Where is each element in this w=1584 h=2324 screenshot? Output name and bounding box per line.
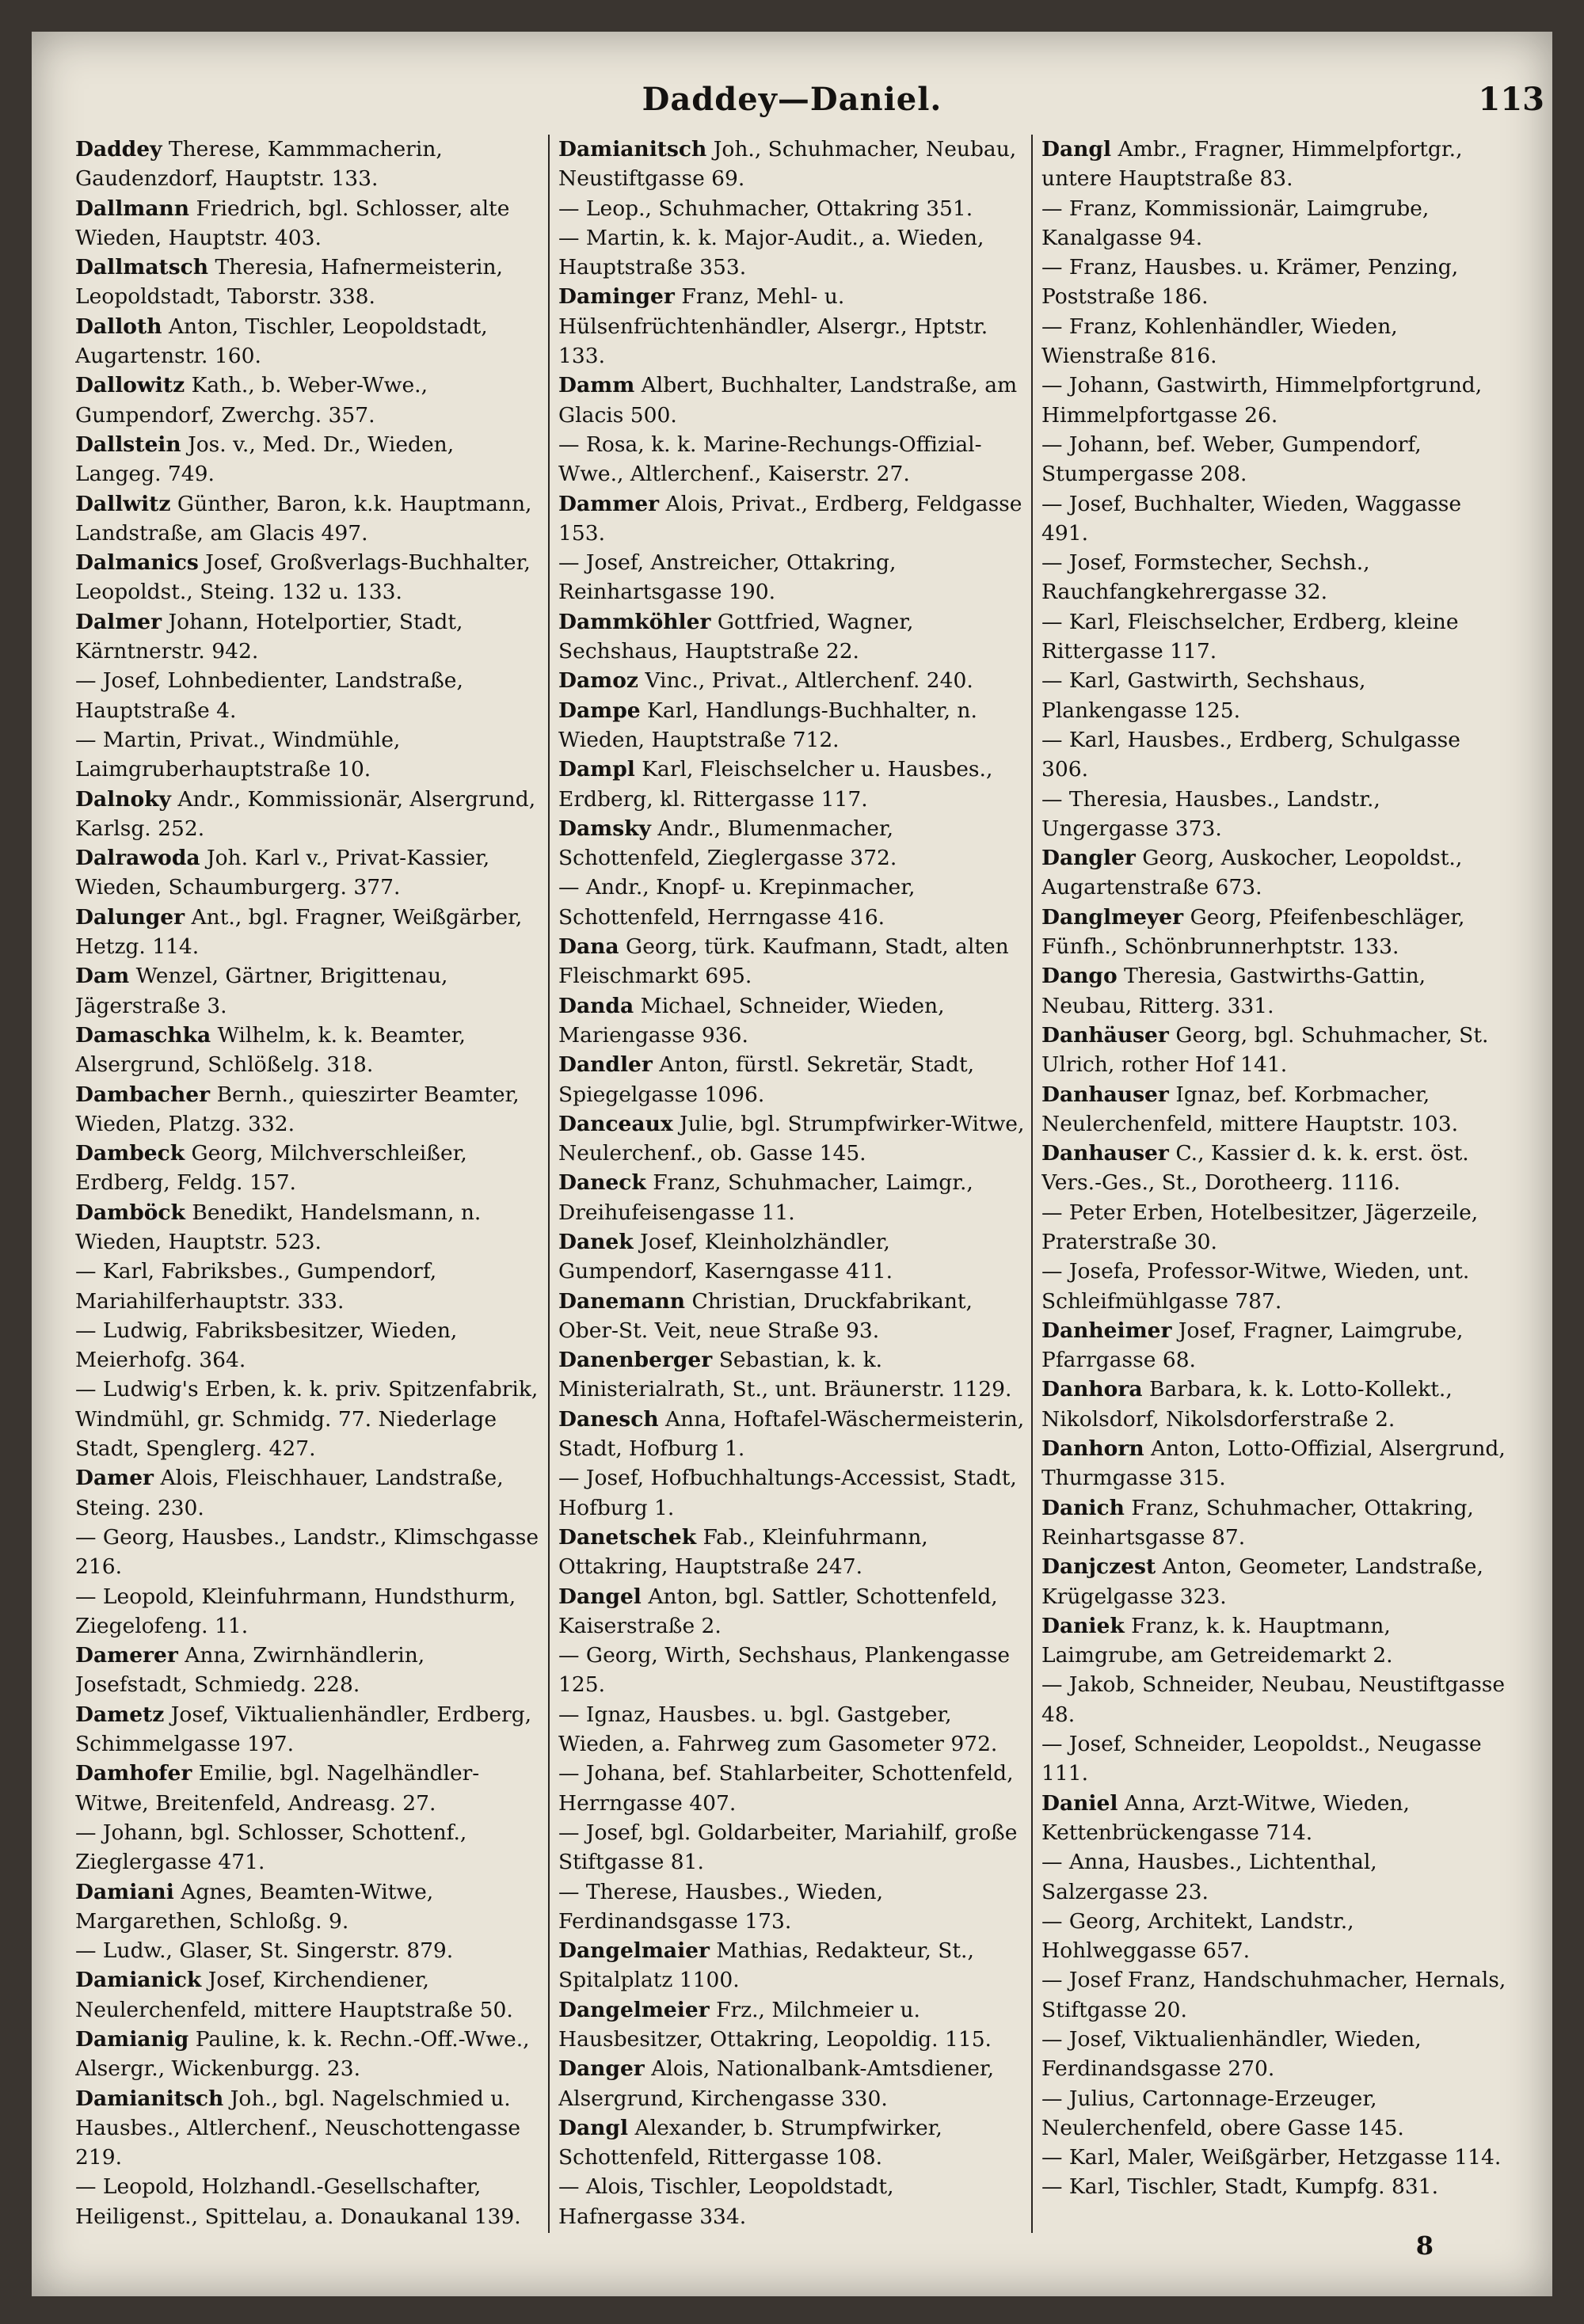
entry-surname: Dalmer bbox=[75, 609, 162, 634]
entry-details: Alois, Fleischhauer, Landstraße, Steing. 230. bbox=[75, 1466, 504, 1520]
directory-entry bbox=[1041, 843, 1509, 903]
entry-details: Josef, Fragner, Laimgrube, Pfarrgasse 68. bbox=[1041, 1318, 1464, 1373]
entry-surname: Dandler bbox=[558, 1052, 653, 1078]
entry-details: Christian, Druckfabrikant, Ober-St. Veit, neue Straße 93. bbox=[558, 1288, 973, 1343]
entry-details: Joh. Karl v., Privat-Kassier, Wieden, Schaumburgerg. 377. bbox=[75, 846, 490, 900]
entry-surname: Damsky bbox=[558, 816, 651, 841]
directory-entry bbox=[1041, 1670, 1509, 1729]
entry-details: Alois, Privat., Erdberg, Feldgasse 153. bbox=[558, 491, 1022, 546]
entry-surname: Dalrawoda bbox=[75, 846, 200, 871]
directory-entry bbox=[1041, 903, 1509, 962]
directory-entry bbox=[558, 1463, 1026, 1523]
directory-entry bbox=[1041, 725, 1509, 785]
directory-entry bbox=[558, 1995, 1026, 2055]
directory-entry bbox=[558, 1582, 1026, 1641]
directory-entry bbox=[558, 2054, 1026, 2113]
entry-surname: Danesch bbox=[558, 1406, 659, 1432]
directory-entry bbox=[558, 755, 1026, 814]
directory-entry bbox=[558, 1641, 1026, 1700]
directory-entry bbox=[75, 666, 543, 725]
entry-details: — Peter Erben, Hotelbesitzer, Jägerzeile, Praterstraße 30. bbox=[1041, 1200, 1479, 1254]
entry-surname: Danglmeyer bbox=[1041, 904, 1184, 930]
entry-surname: Danhauser bbox=[1041, 1082, 1169, 1107]
column-rule bbox=[1031, 135, 1033, 2233]
entry-details: Anna, Zwirnhändlerin, Josefstadt, Schmiedg. 228. bbox=[75, 1643, 425, 1698]
directory-entry bbox=[558, 2172, 1026, 2231]
entry-details: — Therese, Hausbes., Wieden, Ferdinandsgasse 173. bbox=[558, 1879, 883, 1934]
entry-surname: Damianitsch bbox=[75, 2086, 224, 2111]
directory-entry bbox=[558, 873, 1026, 932]
directory-entry bbox=[75, 1198, 543, 1257]
directory-entry bbox=[1041, 430, 1509, 489]
entry-details: Emilie, bgl. Nagelhändler-Witwe, Breitenfeld, Andreasg. 27. bbox=[75, 1761, 480, 1816]
entry-details: Vinc., Privat., Altlerchenf. 240. bbox=[645, 668, 973, 694]
entry-surname: Danjczest bbox=[1041, 1554, 1156, 1580]
entry-surname: Dam bbox=[75, 964, 130, 989]
entry-details: — Josef Franz, Handschuhmacher, Hernals, Stiftgasse 20. bbox=[1041, 1968, 1506, 2022]
directory-entry bbox=[1041, 1907, 1509, 1966]
directory-entry bbox=[75, 135, 543, 194]
directory-entry bbox=[75, 1021, 543, 1080]
entry-details: — Theresia, Hausbes., Landstr., Ungergasse 373. bbox=[1041, 786, 1380, 841]
directory-entry bbox=[75, 2084, 543, 2173]
directory-entry bbox=[558, 1109, 1026, 1169]
entry-details: — Josef, Formstecher, Sechsh., Rauchfangkehrergasse 32. bbox=[1041, 550, 1370, 605]
directory-entry bbox=[558, 1168, 1026, 1227]
directory-entry bbox=[1041, 1080, 1509, 1139]
entry-details: Michael, Schneider, Wieden, Mariengasse 936. bbox=[558, 993, 945, 1048]
entry-details: Andr., Blumenmacher, Schottenfeld, Zieglergasse 372. bbox=[558, 816, 897, 871]
directory-entry bbox=[1041, 1729, 1509, 1789]
entry-details: — Leopold, Kleinfuhrmann, Hundsthurm, Ziegelofeng. 11. bbox=[75, 1584, 516, 1638]
directory-entry bbox=[558, 1227, 1026, 1287]
directory-entry bbox=[1041, 607, 1509, 667]
entry-surname: Dametz bbox=[75, 1702, 165, 1727]
entry-surname: Danhäuser bbox=[1041, 1022, 1169, 1048]
entry-details: Friedrich, bgl. Schlosser, alte Wieden, Hauptstr. 403. bbox=[75, 196, 510, 250]
entry-surname: Dallowitz bbox=[75, 373, 185, 398]
entry-details: Franz, k. k. Hauptmann, Laimgrube, am Getreidemarkt 2. bbox=[1041, 1613, 1393, 1668]
entry-details: Karl, Handlungs-Buchhalter, n. Wieden, Hauptstraße 712. bbox=[558, 698, 977, 752]
directory-entry bbox=[1041, 666, 1509, 725]
column-1 bbox=[75, 135, 543, 2257]
entry-details: — Josef, Buchhalter, Wieden, Waggasse 491. bbox=[1041, 491, 1462, 546]
directory-entry bbox=[75, 2172, 543, 2231]
entry-details: Theresia, Gastwirths-Gattin, Neubau, Ritterg. 331. bbox=[1041, 964, 1426, 1018]
directory-entry bbox=[558, 548, 1026, 607]
directory-entry bbox=[75, 489, 543, 549]
entry-surname: Danger bbox=[558, 2056, 645, 2082]
entry-details: Kath., b. Weber-Wwe., Gumpendorf, Zwerchg. 357. bbox=[75, 373, 428, 428]
directory-entry bbox=[558, 2113, 1026, 2173]
entry-details: — Johana, bef. Stahlarbeiter, Schottenfeld, Herrngasse 407. bbox=[558, 1761, 1014, 1816]
entry-details: Julie, bgl. Strumpfwirker-Witwe, Neulerchenf., ob. Gasse 145. bbox=[558, 1111, 1025, 1166]
entry-details: Benedikt, Handelsmann, n. Wieden, Hauptstr. 523. bbox=[75, 1200, 482, 1254]
directory-entry bbox=[75, 548, 543, 607]
directory-entry bbox=[1041, 1965, 1509, 2025]
entry-surname: Danhora bbox=[1041, 1377, 1143, 1402]
entry-surname: Dangl bbox=[558, 2115, 629, 2140]
entry-surname: Dangel bbox=[558, 1584, 642, 1609]
directory-entry bbox=[1041, 1375, 1509, 1434]
entry-details: — Franz, Kohlenhändler, Wieden, Wienstraße 816. bbox=[1041, 314, 1398, 369]
entry-surname: Danhorn bbox=[1041, 1436, 1144, 1462]
directory-entry bbox=[1041, 2084, 1509, 2143]
directory-entry bbox=[558, 1700, 1026, 1759]
entry-details: — Julius, Cartonnage-Erzeuger, Neulerchenfeld, obere Gasse 145. bbox=[1041, 2086, 1404, 2140]
directory-entry bbox=[1041, 1316, 1509, 1375]
entry-details: — Karl, Maler, Weißgärber, Hetzgasse 114. bbox=[1041, 2145, 1502, 2170]
signature-mark: 8 bbox=[1415, 2231, 1434, 2261]
directory-entry bbox=[558, 814, 1026, 873]
entry-details: Anton, Geometer, Landstraße, Krügelgasse 323. bbox=[1041, 1554, 1483, 1609]
entry-details: — Leop., Schuhmacher, Ottakring 351. bbox=[558, 196, 973, 221]
directory-entry bbox=[1041, 253, 1509, 312]
entry-details: Fab., Kleinfuhrmann, Ottakring, Hauptstraße 247. bbox=[558, 1524, 928, 1580]
column-rule bbox=[548, 135, 550, 2233]
directory-entry bbox=[75, 1877, 543, 1937]
entry-surname: Dana bbox=[558, 934, 619, 960]
entry-details: — Andr., Knopf- u. Krepinmacher, Schottenfeld, Herrngasse 416. bbox=[558, 875, 916, 930]
entry-surname: Dallmatsch bbox=[75, 255, 209, 280]
entry-surname: Danek bbox=[558, 1229, 634, 1254]
entry-details: Anton, bgl. Sattler, Schottenfeld, Kaiserstraße 2. bbox=[558, 1584, 998, 1638]
entry-details: — Josef, bgl. Goldarbeiter, Mariahilf, große Stiftgasse 81. bbox=[558, 1820, 1018, 1875]
entry-details: — Franz, Kommissionär, Laimgrube, Kanalgasse 94. bbox=[1041, 196, 1430, 250]
directory-entry bbox=[1041, 1257, 1509, 1316]
directory-entry bbox=[558, 1345, 1026, 1405]
entry-details: Joh., bgl. Nagelschmied u. Hausbes., Altlerchenf., Neuschottengasse 219. bbox=[75, 2086, 521, 2170]
entry-details: Gottfried, Wagner, Sechshaus, Hauptstraße 22. bbox=[558, 609, 914, 664]
entry-surname: Danceaux bbox=[558, 1111, 673, 1136]
directory-entry bbox=[558, 607, 1026, 667]
directory-entry bbox=[558, 282, 1026, 371]
directory-entry bbox=[1041, 135, 1509, 194]
entry-details: — Josef, Lohnbedienter, Landstraße, Hauptstraße 4. bbox=[75, 668, 463, 723]
directory-entry bbox=[75, 253, 543, 312]
entry-surname: Daminger bbox=[558, 284, 675, 310]
entry-details: — Johann, bef. Weber, Gumpendorf, Stumpergasse 208. bbox=[1041, 432, 1422, 487]
directory-entry bbox=[1041, 1139, 1509, 1198]
entry-details: Bernh., quieszirter Beamter, Wieden, Platzg. 332. bbox=[75, 1082, 520, 1136]
directory-entry bbox=[75, 1818, 543, 1877]
directory-entry bbox=[75, 1936, 543, 1965]
directory-entry bbox=[1041, 2172, 1509, 2201]
entry-details: Ant., bgl. Fragner, Weißgärber, Hetzg. 114. bbox=[75, 904, 523, 960]
directory-entry bbox=[558, 135, 1026, 194]
page-header bbox=[32, 81, 1552, 128]
entry-details: Frz., Milchmeier u. Hausbesitzer, Ottakring, Leopoldig. 115. bbox=[558, 1997, 992, 2052]
entry-details: Franz, Schuhmacher, Laimgr., Dreihufeisengasse 11. bbox=[558, 1170, 973, 1225]
entry-details: — Johann, bgl. Schlosser, Schottenf., Zieglergasse 471. bbox=[75, 1820, 467, 1875]
entry-details: Alois, Nationalbank-Amtsdiener, Alsergrund, Kirchengasse 330. bbox=[558, 2056, 995, 2111]
entry-details: Josef, Viktualienhändler, Erdberg, Schimmelgasse 197. bbox=[75, 1702, 532, 1757]
entry-surname: Dambeck bbox=[75, 1141, 185, 1166]
entry-details: — Alois, Tischler, Leopoldstadt, Hafnergasse 334. bbox=[558, 2174, 894, 2229]
entry-surname: Dampe bbox=[558, 698, 641, 723]
directory-entry bbox=[75, 1139, 543, 1198]
entry-surname: Dangelmaier bbox=[558, 1938, 710, 1964]
entry-details: — Georg, Architekt, Landstr., Hohlweggasse 657. bbox=[1041, 1908, 1354, 1964]
entry-surname: Damhofer bbox=[75, 1761, 192, 1786]
entry-details: Sebastian, k. k. Ministerialrath, St., unt. Bräunerstr. 1129. bbox=[558, 1348, 1012, 1402]
directory-entry bbox=[558, 223, 1026, 283]
directory-entry bbox=[75, 371, 543, 430]
directory-entry bbox=[75, 312, 543, 371]
directory-entry bbox=[558, 430, 1026, 489]
entry-details: — Anna, Hausbes., Lichtenthal, Salzergasse 23. bbox=[1041, 1850, 1377, 1904]
entry-details: Georg, Auskocher, Leopoldst., Augartenstraße 673. bbox=[1041, 846, 1463, 900]
entry-details: — Jakob, Schneider, Neubau, Neustiftgasse 48. bbox=[1041, 1672, 1506, 1727]
directory-entry bbox=[1041, 194, 1509, 253]
entry-surname: Danemann bbox=[558, 1288, 686, 1314]
entry-surname: Damianick bbox=[75, 1968, 202, 1993]
directory-entry bbox=[75, 725, 543, 785]
directory-entry bbox=[558, 371, 1026, 430]
entry-surname: Dampl bbox=[558, 757, 635, 782]
directory-page bbox=[32, 32, 1552, 2296]
entry-surname: Dalloth bbox=[75, 314, 162, 339]
directory-entry bbox=[1041, 1021, 1509, 1080]
entry-surname: Dalunger bbox=[75, 904, 185, 930]
entry-surname: Dangelmeier bbox=[558, 1997, 710, 2022]
entry-surname: Dallstein bbox=[75, 432, 181, 457]
entry-details: C., Kassier d. k. k. erst. öst. Vers.-Ges., St., Dorotheerg. 1116. bbox=[1041, 1141, 1469, 1196]
entry-details: — Karl, Fabriksbes., Gumpendorf, Mariahilferhauptstr. 333. bbox=[75, 1259, 437, 1314]
entry-details: Anna, Hoftafel-Wäschermeisterin, Stadt, Hofburg 1. bbox=[558, 1406, 1025, 1462]
entry-surname: Daddey bbox=[75, 137, 162, 162]
entry-details: — Ludwig's Erben, k. k. priv. Spitzenfabrik, Windmühl, gr. Schmidg. 77. Niederlage Stadt, Spenglerg. 427. bbox=[75, 1377, 539, 1462]
entry-surname: Damaschka bbox=[75, 1022, 211, 1048]
entry-details: — Ignaz, Hausbes. u. bgl. Gastgeber, Wieden, a. Fahrweg zum Gasometer 972. bbox=[558, 1702, 998, 1757]
directory-entry bbox=[75, 1316, 543, 1375]
entry-details: — Ludw., Glaser, St. Singerstr. 879. bbox=[75, 1938, 454, 1964]
directory-entry bbox=[75, 1080, 543, 1139]
entry-surname: Danheimer bbox=[1041, 1318, 1172, 1343]
entry-surname: Danhauser bbox=[1041, 1141, 1169, 1166]
directory-entry bbox=[558, 489, 1026, 549]
entry-surname: Damm bbox=[558, 373, 635, 398]
entry-surname: Dammer bbox=[558, 491, 660, 516]
directory-entry bbox=[558, 1405, 1026, 1464]
directory-entry bbox=[1041, 312, 1509, 371]
entry-details: Anton, Lotto-Offizial, Alsergrund, Thurmgasse 315. bbox=[1041, 1436, 1506, 1491]
entry-surname: Dango bbox=[1041, 964, 1118, 989]
entry-details: — Georg, Hausbes., Landstr., Klimschgasse 216. bbox=[75, 1524, 539, 1580]
directory-entry bbox=[1041, 1611, 1509, 1671]
running-head: Daddey—Daniel. bbox=[642, 81, 942, 118]
directory-entry bbox=[1041, 961, 1509, 1021]
directory-entry bbox=[558, 991, 1026, 1051]
column-2 bbox=[558, 135, 1026, 2257]
entry-surname: Dambacher bbox=[75, 1082, 211, 1107]
entry-details: Agnes, Beamten-Witwe, Margarethen, Schloßg. 9. bbox=[75, 1879, 434, 1934]
directory-entry bbox=[75, 607, 543, 667]
entry-surname: Dangl bbox=[1041, 137, 1112, 162]
entry-details: Georg, türk. Kaufmann, Stadt, alten Fleischmarkt 695. bbox=[558, 934, 1009, 989]
entry-surname: Daniel bbox=[1041, 1790, 1118, 1816]
directory-entry bbox=[75, 1257, 543, 1316]
entry-details: Georg, bgl. Schuhmacher, St. Ulrich, rother Hof 141. bbox=[1041, 1022, 1489, 1078]
entry-surname: Dallwitz bbox=[75, 491, 171, 516]
entry-details: Josef, Kirchendiener, Neulerchenfeld, mittere Hauptstraße 50. bbox=[75, 1968, 513, 2022]
entry-details: — Franz, Hausbes. u. Krämer, Penzing, Poststraße 186. bbox=[1041, 255, 1459, 310]
directory-entry bbox=[75, 843, 543, 903]
entry-details: Anton, Tischler, Leopoldstadt, Augartenstr. 160. bbox=[75, 314, 488, 369]
directory-entry bbox=[75, 961, 543, 1021]
directory-entry bbox=[558, 696, 1026, 755]
entry-details: — Karl, Gastwirth, Sechshaus, Plankengasse 125. bbox=[1041, 668, 1366, 723]
directory-entry bbox=[75, 785, 543, 844]
entry-surname: Dammköhler bbox=[558, 609, 711, 634]
directory-entry bbox=[1041, 1493, 1509, 1553]
directory-entry bbox=[1041, 1789, 1509, 1848]
directory-entry bbox=[75, 430, 543, 489]
entry-surname: Dalmanics bbox=[75, 550, 199, 576]
entry-details: — Karl, Tischler, Stadt, Kumpfg. 831. bbox=[1041, 2174, 1438, 2200]
directory-entry bbox=[1041, 1434, 1509, 1493]
directory-entry bbox=[1041, 1552, 1509, 1611]
entry-details: Wenzel, Gärtner, Brigittenau, Jägerstraße 3. bbox=[75, 964, 448, 1018]
entry-details: Ambr., Fragner, Himmelpfortgr., untere Hauptstraße 83. bbox=[1041, 137, 1463, 192]
directory-entry bbox=[1041, 489, 1509, 549]
entry-surname: Damianig bbox=[75, 2027, 189, 2052]
entry-details: Albert, Buchhalter, Landstraße, am Glacis 500. bbox=[558, 373, 1018, 428]
entry-details: Josef, Kleinholzhändler, Gumpendorf, Kaserngasse 411. bbox=[558, 1229, 893, 1284]
entry-surname: Danda bbox=[558, 993, 634, 1018]
entry-surname: Daniek bbox=[1041, 1613, 1125, 1638]
entry-details: Georg, Milchverschleißer, Erdberg, Feldg. 157. bbox=[75, 1141, 467, 1196]
entry-details: Josef, Großverlags-Buchhalter, Leopoldst., Steing. 132 u. 133. bbox=[75, 550, 531, 605]
entry-surname: Dangler bbox=[1041, 846, 1136, 871]
entry-details: — Josef, Hofbuchhaltungs-Accessist, Stadt, Hofburg 1. bbox=[558, 1466, 1017, 1520]
directory-entry bbox=[558, 1936, 1026, 1995]
entry-details: — Josefa, Professor-Witwe, Wieden, unt. Schleifmühlgasse 787. bbox=[1041, 1259, 1470, 1314]
directory-entry bbox=[558, 1877, 1026, 1937]
directory-entry bbox=[1041, 1847, 1509, 1907]
entry-details: — Karl, Fleischselcher, Erdberg, kleine Rittergasse 117. bbox=[1041, 609, 1459, 664]
entry-details: Barbara, k. k. Lotto-Kollekt., Nikolsdorf, Nikolsdorferstraße 2. bbox=[1041, 1377, 1453, 1432]
directory-entry bbox=[558, 1759, 1026, 1818]
directory-entry bbox=[75, 1641, 543, 1700]
entry-details: Karl, Fleischselcher u. Hausbes., Erdberg, kl. Rittergasse 117. bbox=[558, 757, 993, 812]
entry-details: Pauline, k. k. Rechn.-Off.-Wwe., Alsergr., Wickenburgg. 23. bbox=[75, 2027, 530, 2082]
directory-entry bbox=[1041, 2143, 1509, 2172]
directory-entry bbox=[75, 2025, 543, 2084]
entry-surname: Damiani bbox=[75, 1879, 174, 1904]
entry-surname: Damerer bbox=[75, 1643, 178, 1668]
entry-details: — Rosa, k. k. Marine-Rechungs-Offizial-Wwe., Altlerchenf., Kaiserstr. 27. bbox=[558, 432, 982, 487]
directory-entry bbox=[1041, 548, 1509, 607]
entry-details: Andr., Kommissionär, Alsergrund, Karlsg. 252. bbox=[75, 786, 536, 841]
entry-surname: Dalnoky bbox=[75, 786, 171, 812]
directory-entry bbox=[75, 194, 543, 253]
entry-details: — Georg, Wirth, Sechshaus, Plankengasse 125. bbox=[558, 1643, 1011, 1698]
entry-details: Jos. v., Med. Dr., Wieden, Langeg. 749. bbox=[75, 432, 455, 487]
entry-surname: Damoz bbox=[558, 668, 638, 694]
directory-entry bbox=[1041, 2025, 1509, 2084]
entry-details: — Martin, k. k. Major-Audit., a. Wieden, Hauptstraße 353. bbox=[558, 225, 984, 280]
entry-surname: Danetschek bbox=[558, 1524, 697, 1550]
entry-details: Franz, Mehl- u. Hülsenfrüchtenhändler, Alsergr., Hptstr. 133. bbox=[558, 284, 988, 369]
entry-surname: Danenberger bbox=[558, 1348, 713, 1373]
entry-details: — Johann, Gastwirth, Himmelpfortgrund, Himmelpfortgasse 26. bbox=[1041, 373, 1483, 428]
entry-details: — Ludwig, Fabriksbesitzer, Wieden, Meierhofg. 364. bbox=[75, 1318, 458, 1373]
entry-details: — Josef, Viktualienhändler, Wieden, Ferdinandsgasse 270. bbox=[1041, 2027, 1422, 2082]
entry-details: — Josef, Schneider, Leopoldst., Neugasse 111. bbox=[1041, 1732, 1482, 1786]
directory-entry bbox=[75, 1523, 543, 1582]
entry-details: — Martin, Privat., Windmühle, Laimgruberhauptstraße 10. bbox=[75, 727, 401, 782]
directory-entry bbox=[75, 1700, 543, 1759]
entry-details: Wilhelm, k. k. Beamter, Alsergrund, Schlößelg. 318. bbox=[75, 1022, 466, 1078]
entry-details: Franz, Schuhmacher, Ottakring, Reinhartsgasse 87. bbox=[1041, 1495, 1474, 1550]
entry-details: Georg, Pfeifenbeschläger, Fünfh., Schönbrunnerhptstr. 133. bbox=[1041, 904, 1465, 960]
directory-entry bbox=[75, 1463, 543, 1523]
entry-surname: Daneck bbox=[558, 1170, 646, 1196]
directory-entry bbox=[1041, 1198, 1509, 1257]
entry-details: — Leopold, Holzhandl.-Gesellschafter, Heiligenst., Spittelau, a. Donaukanal 139. bbox=[75, 2174, 521, 2229]
column-3 bbox=[1041, 135, 1509, 2257]
entry-details: Johann, Hotelportier, Stadt, Kärntnerstr. 942. bbox=[75, 609, 463, 664]
directory-entry bbox=[1041, 785, 1509, 844]
directory-entry bbox=[75, 1759, 543, 1818]
directory-entry bbox=[75, 1582, 543, 1641]
entry-details: Therese, Kammmacherin, Gaudenzdorf, Hauptstr. 133. bbox=[75, 137, 443, 192]
page-number: 113 bbox=[1478, 81, 1544, 118]
directory-entry bbox=[558, 666, 1026, 695]
entry-details: — Josef, Anstreicher, Ottakring, Reinhartsgasse 190. bbox=[558, 550, 897, 605]
entry-surname: Damböck bbox=[75, 1200, 185, 1225]
directory-entry bbox=[558, 1523, 1026, 1582]
directory-entry bbox=[558, 1287, 1026, 1346]
entry-surname: Danich bbox=[1041, 1495, 1125, 1520]
entry-details: Anton, fürstl. Sekretär, Stadt, Spiegelgasse 1096. bbox=[558, 1052, 975, 1107]
entry-details: Theresia, Hafnermeisterin, Leopoldstadt, Taborstr. 338. bbox=[75, 255, 503, 310]
entry-details: Günther, Baron, k.k. Hauptmann, Landstraße, am Glacis 497. bbox=[75, 491, 532, 546]
directory-entry bbox=[75, 1375, 543, 1463]
directory-entry bbox=[558, 932, 1026, 991]
entry-surname: Damer bbox=[75, 1466, 154, 1491]
entry-details: Ignaz, bef. Korbmacher, Neulerchenfeld, mittere Hauptstr. 103. bbox=[1041, 1082, 1459, 1136]
directory-entry bbox=[75, 903, 543, 962]
entry-details: — Karl, Hausbes., Erdberg, Schulgasse 306. bbox=[1041, 727, 1460, 782]
directory-entry bbox=[1041, 371, 1509, 430]
directory-entry bbox=[558, 194, 1026, 223]
entry-details: Alexander, b. Strumpfwirker, Schottenfeld, Rittergasse 108. bbox=[558, 2115, 942, 2170]
entry-details: Joh., Schuhmacher, Neubau, Neustiftgasse 69. bbox=[558, 137, 1017, 192]
directory-entry bbox=[558, 1050, 1026, 1109]
directory-entry bbox=[558, 1818, 1026, 1877]
entry-surname: Dallmann bbox=[75, 196, 190, 221]
entry-details: Anna, Arzt-Witwe, Wieden, Kettenbrückengasse 714. bbox=[1041, 1790, 1410, 1845]
entry-details: Mathias, Redakteur, St., Spitalplatz 1100. bbox=[558, 1938, 974, 1993]
entry-surname: Damianitsch bbox=[558, 137, 707, 162]
directory-entry bbox=[75, 1965, 543, 2025]
